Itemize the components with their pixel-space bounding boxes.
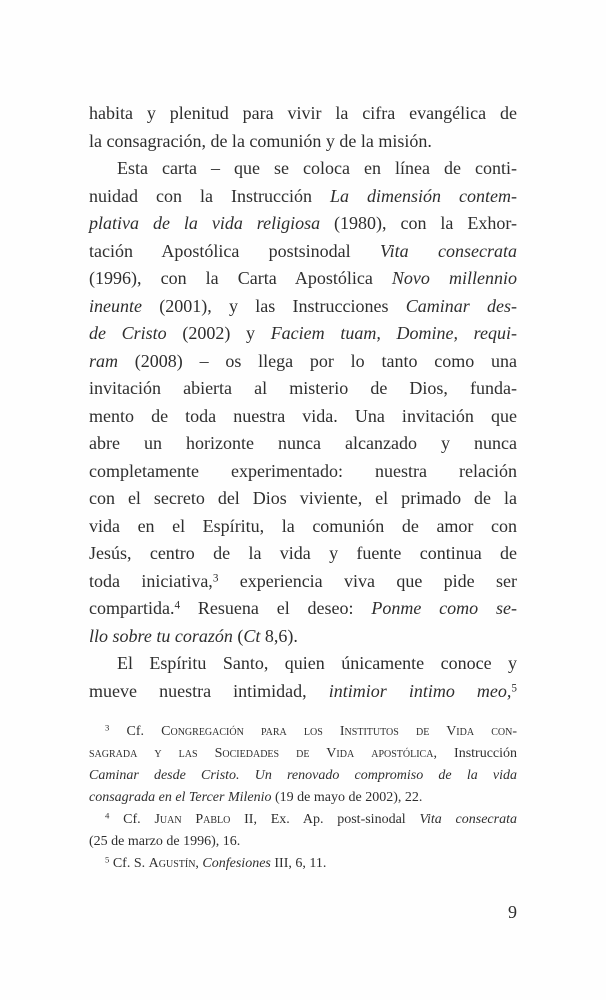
regular-text: abre un horizonte nunca alcanzado y nunca xyxy=(89,433,517,453)
regular-text: Resuena el deseo: xyxy=(180,598,372,618)
smallcaps-text: Congregación para los Institutos de Vida con- xyxy=(161,724,517,739)
footnote-reference: 3 xyxy=(212,571,219,584)
footnote-reference: 4 xyxy=(105,810,110,821)
italic-text: La dimensión contem- xyxy=(330,185,517,206)
text-line xyxy=(89,540,517,568)
regular-text: completamente experimentado: nuestra relación xyxy=(89,460,517,481)
regular-text: tación Apostólica postsinodal xyxy=(89,240,381,261)
smallcaps-text: sagrada y las Sociedades de Vida apostólica xyxy=(89,746,434,761)
regular-text: III, 6, 11. xyxy=(270,856,327,871)
regular-text: la consagración, de la comunión y de la misión. xyxy=(89,130,432,151)
regular-text: (1980), con la Exhor- xyxy=(320,213,517,233)
page-number: 9 xyxy=(508,902,517,922)
text-line xyxy=(89,155,517,183)
regular-text: Cf. xyxy=(109,812,155,827)
regular-text: nuidad con la Instrucción xyxy=(89,185,330,206)
italic-text: ram xyxy=(89,350,119,371)
italic-text: Ponme como se- xyxy=(371,598,517,618)
text-line xyxy=(89,348,517,376)
text-line xyxy=(89,458,517,486)
text-line xyxy=(89,809,517,831)
text-line xyxy=(89,595,517,623)
italic-text: ineunte xyxy=(89,295,142,316)
text-line xyxy=(89,513,517,541)
italic-text: plativa de la vida religiosa xyxy=(89,213,321,233)
footnotes xyxy=(89,721,517,875)
text-line xyxy=(89,265,517,293)
text-line xyxy=(89,678,517,706)
regular-text: Jesús, centro de la vida y fuente continua de xyxy=(89,543,517,563)
italic-text: Ct xyxy=(243,625,261,646)
text-line xyxy=(89,623,517,651)
text-line xyxy=(89,128,517,156)
regular-text: toda iniciativa, xyxy=(89,570,213,591)
italic-text: llo sobre tu corazón xyxy=(89,625,233,646)
italic-text: Novo millennio xyxy=(391,268,517,288)
regular-text: Cf. S. xyxy=(109,856,149,871)
smallcaps-text: Agustín xyxy=(148,856,196,871)
text-line xyxy=(89,320,517,348)
regular-text: (2001), y las Instrucciones xyxy=(141,295,406,316)
regular-text: habita y plenitud para vivir la cifra evangélica de xyxy=(89,103,517,123)
regular-text: (19 de mayo de 2002), 22. xyxy=(271,790,423,805)
text-line xyxy=(89,853,517,875)
italic-text: de Cristo xyxy=(89,323,167,343)
regular-text: mueve nuestra intimidad, xyxy=(89,680,329,701)
regular-text: invitación abierta al misterio de Dios, funda- xyxy=(89,378,517,398)
text-line xyxy=(89,100,517,128)
smallcaps-text: Juan Pablo II xyxy=(154,812,254,827)
regular-text: compartida. xyxy=(89,598,175,618)
regular-text: (2002) y xyxy=(166,323,271,343)
italic-text: Confesiones xyxy=(202,856,271,871)
regular-text: (1996), con la Carta Apostólica xyxy=(89,268,392,288)
text-line xyxy=(89,293,517,321)
italic-text: Vita consecrata xyxy=(419,812,517,827)
footnote-reference: 5 xyxy=(511,681,517,694)
regular-text: Esta carta – que se coloca en línea de conti- xyxy=(117,158,517,178)
regular-text: , xyxy=(195,856,203,871)
regular-text: mento de toda nuestra vida. Una invitación que xyxy=(89,405,517,426)
text-line xyxy=(89,210,517,238)
regular-text: 8,6). xyxy=(260,625,298,646)
regular-text: , Instrucción xyxy=(433,746,518,761)
italic-text: consagrada en el Tercer Milenio xyxy=(89,790,272,805)
italic-text: intimior intimo meo, xyxy=(328,680,512,701)
italic-text: Caminar des- xyxy=(405,295,518,316)
body-text xyxy=(89,100,517,705)
italic-text: Faciem tuam, Domine, requi- xyxy=(270,323,517,343)
regular-text: El Espíritu Santo, quien únicamente conoce y xyxy=(117,653,517,673)
footnote-reference: 5 xyxy=(105,854,110,865)
text-line xyxy=(89,743,517,765)
regular-text: Cf. xyxy=(109,724,162,739)
regular-text: con el secreto del Dios viviente, el primado de la xyxy=(89,488,517,508)
italic-text: Caminar desde Cristo. Un renovado compromiso de la vida xyxy=(89,768,517,783)
text-line xyxy=(89,650,517,678)
text-line xyxy=(89,375,517,403)
text-line xyxy=(89,183,517,211)
regular-text: vida en el Espíritu, la comunión de amor con xyxy=(89,515,517,536)
text-line xyxy=(89,403,517,431)
text-line xyxy=(89,238,517,266)
text-line xyxy=(89,430,517,458)
text-line xyxy=(89,485,517,513)
regular-text: ( xyxy=(232,625,244,646)
italic-text: Vita consecrata xyxy=(380,240,517,261)
text-line xyxy=(89,568,517,596)
regular-text: (25 de marzo de 1996), 16. xyxy=(89,834,241,849)
regular-text: , Ex. Ap. post-sinodal xyxy=(253,812,420,827)
footnote-reference: 4 xyxy=(174,599,181,612)
footnote-reference: 3 xyxy=(105,722,110,733)
text-line xyxy=(89,787,517,809)
regular-text: (2008) – os llega por lo tanto como una xyxy=(118,350,517,371)
text-line xyxy=(89,721,517,743)
regular-text: experiencia viva que pide ser xyxy=(218,570,517,591)
text-line xyxy=(89,765,517,787)
text-line xyxy=(89,831,517,853)
